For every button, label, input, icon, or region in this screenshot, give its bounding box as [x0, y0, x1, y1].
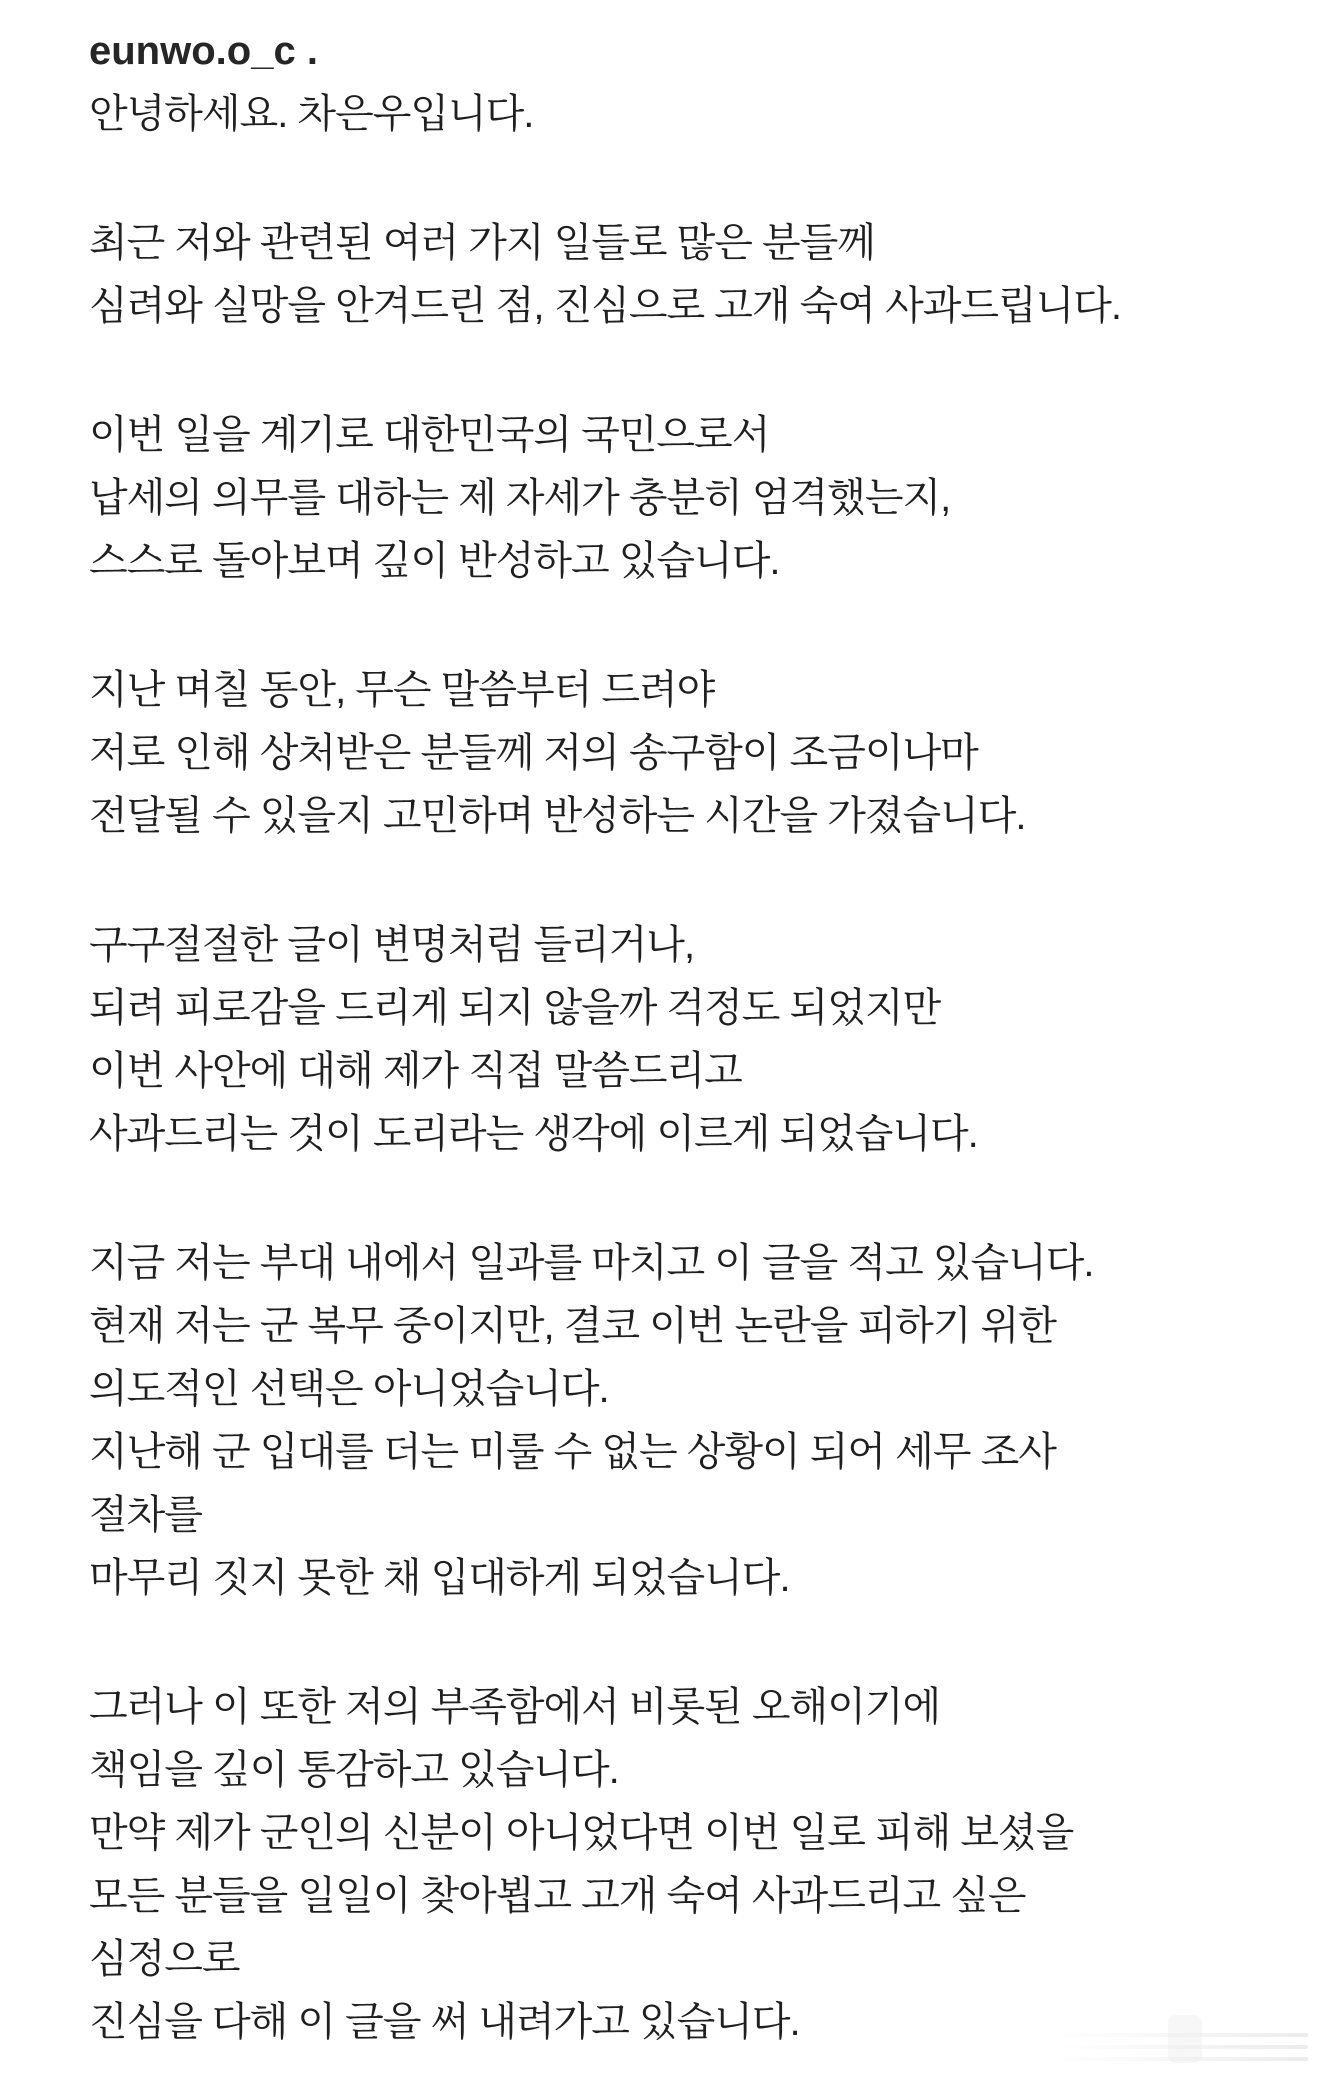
post-header [89, 20, 1270, 83]
paragraph-3 [89, 659, 1270, 848]
post-line: 심정으로 [89, 1937, 240, 1981]
username[interactable]: eunwo.o_c . [89, 29, 318, 73]
post-line: 구구절절한 글이 변명처럼 들리거나, [89, 923, 695, 967]
post-line: 현재 저는 군 복무 중이지만, 결코 이번 논란을 피하기 위한 [89, 1304, 1056, 1348]
post-line: 지난 며칠 동안, 무슨 말씀부터 드려야 [89, 668, 715, 712]
post-line: 지난해 군 입대를 더는 미룰 수 없는 상황이 되어 세무 조사 [89, 1430, 1056, 1474]
post-line: 심려와 실망을 안겨드린 점, 진심으로 고개 숙여 사과드립니다. [89, 284, 1122, 328]
post-line: 스스로 돌아보며 깊이 반성하고 있습니다. [89, 539, 780, 583]
post-line: 되려 피로감을 드리게 되지 않을까 걱정도 되었지만 [89, 986, 941, 1030]
greeting-line: 안녕하세요. 차은우입니다. [89, 92, 534, 136]
post-line: 납세의 의무를 대하는 제 자세가 충분히 엄격했는지, [89, 476, 951, 520]
post-line: 모든 분들을 일일이 찾아뵙고 고개 숙여 사과드리고 싶은 [89, 1874, 1026, 1918]
post-line: 만약 제가 군인의 신분이 아니었다면 이번 일로 피해 보셨을 [89, 1811, 1074, 1855]
post-line: 진심을 다해 이 글을 써 내려가고 있습니다. [89, 2000, 800, 2044]
watermark-lines-icon [1058, 2033, 1308, 2061]
paragraph-6 [89, 1676, 1270, 2054]
post-line: 그러나 이 또한 저의 부족함에서 비롯된 오해이기에 [89, 1685, 941, 1729]
post-line: 절차를 [89, 1493, 202, 1537]
post-line: 최근 저와 관련된 여러 가지 일들로 많은 분들께 [89, 221, 875, 265]
paragraph-4 [89, 914, 1270, 1166]
post-line: 이번 사안에 대해 제가 직접 말씀드리고 [89, 1049, 742, 1093]
post-line: 마무리 짓지 못한 채 입대하게 되었습니다. [89, 1556, 790, 1600]
post-line: 저로 인해 상처받은 분들께 저의 송구함이 조금이나마 [89, 731, 978, 775]
post-line: 책임을 깊이 통감하고 있습니다. [89, 1748, 619, 1792]
post-line: 지금 저는 부대 내에서 일과를 마치고 이 글을 적고 있습니다. [89, 1241, 1094, 1285]
paragraph-5 [89, 1232, 1270, 1610]
paragraph-2 [89, 404, 1270, 593]
post-line: 의도적인 선택은 아니었습니다. [89, 1367, 609, 1411]
post-line: 전달될 수 있을지 고민하며 반성하는 시간을 가졌습니다. [89, 794, 1026, 838]
post-line: 사과드리는 것이 도리라는 생각에 이르게 되었습니다. [89, 1112, 978, 1156]
post-line: 이번 일을 계기로 대한민국의 국민으로서 [89, 413, 770, 457]
paragraph-1 [89, 212, 1270, 338]
